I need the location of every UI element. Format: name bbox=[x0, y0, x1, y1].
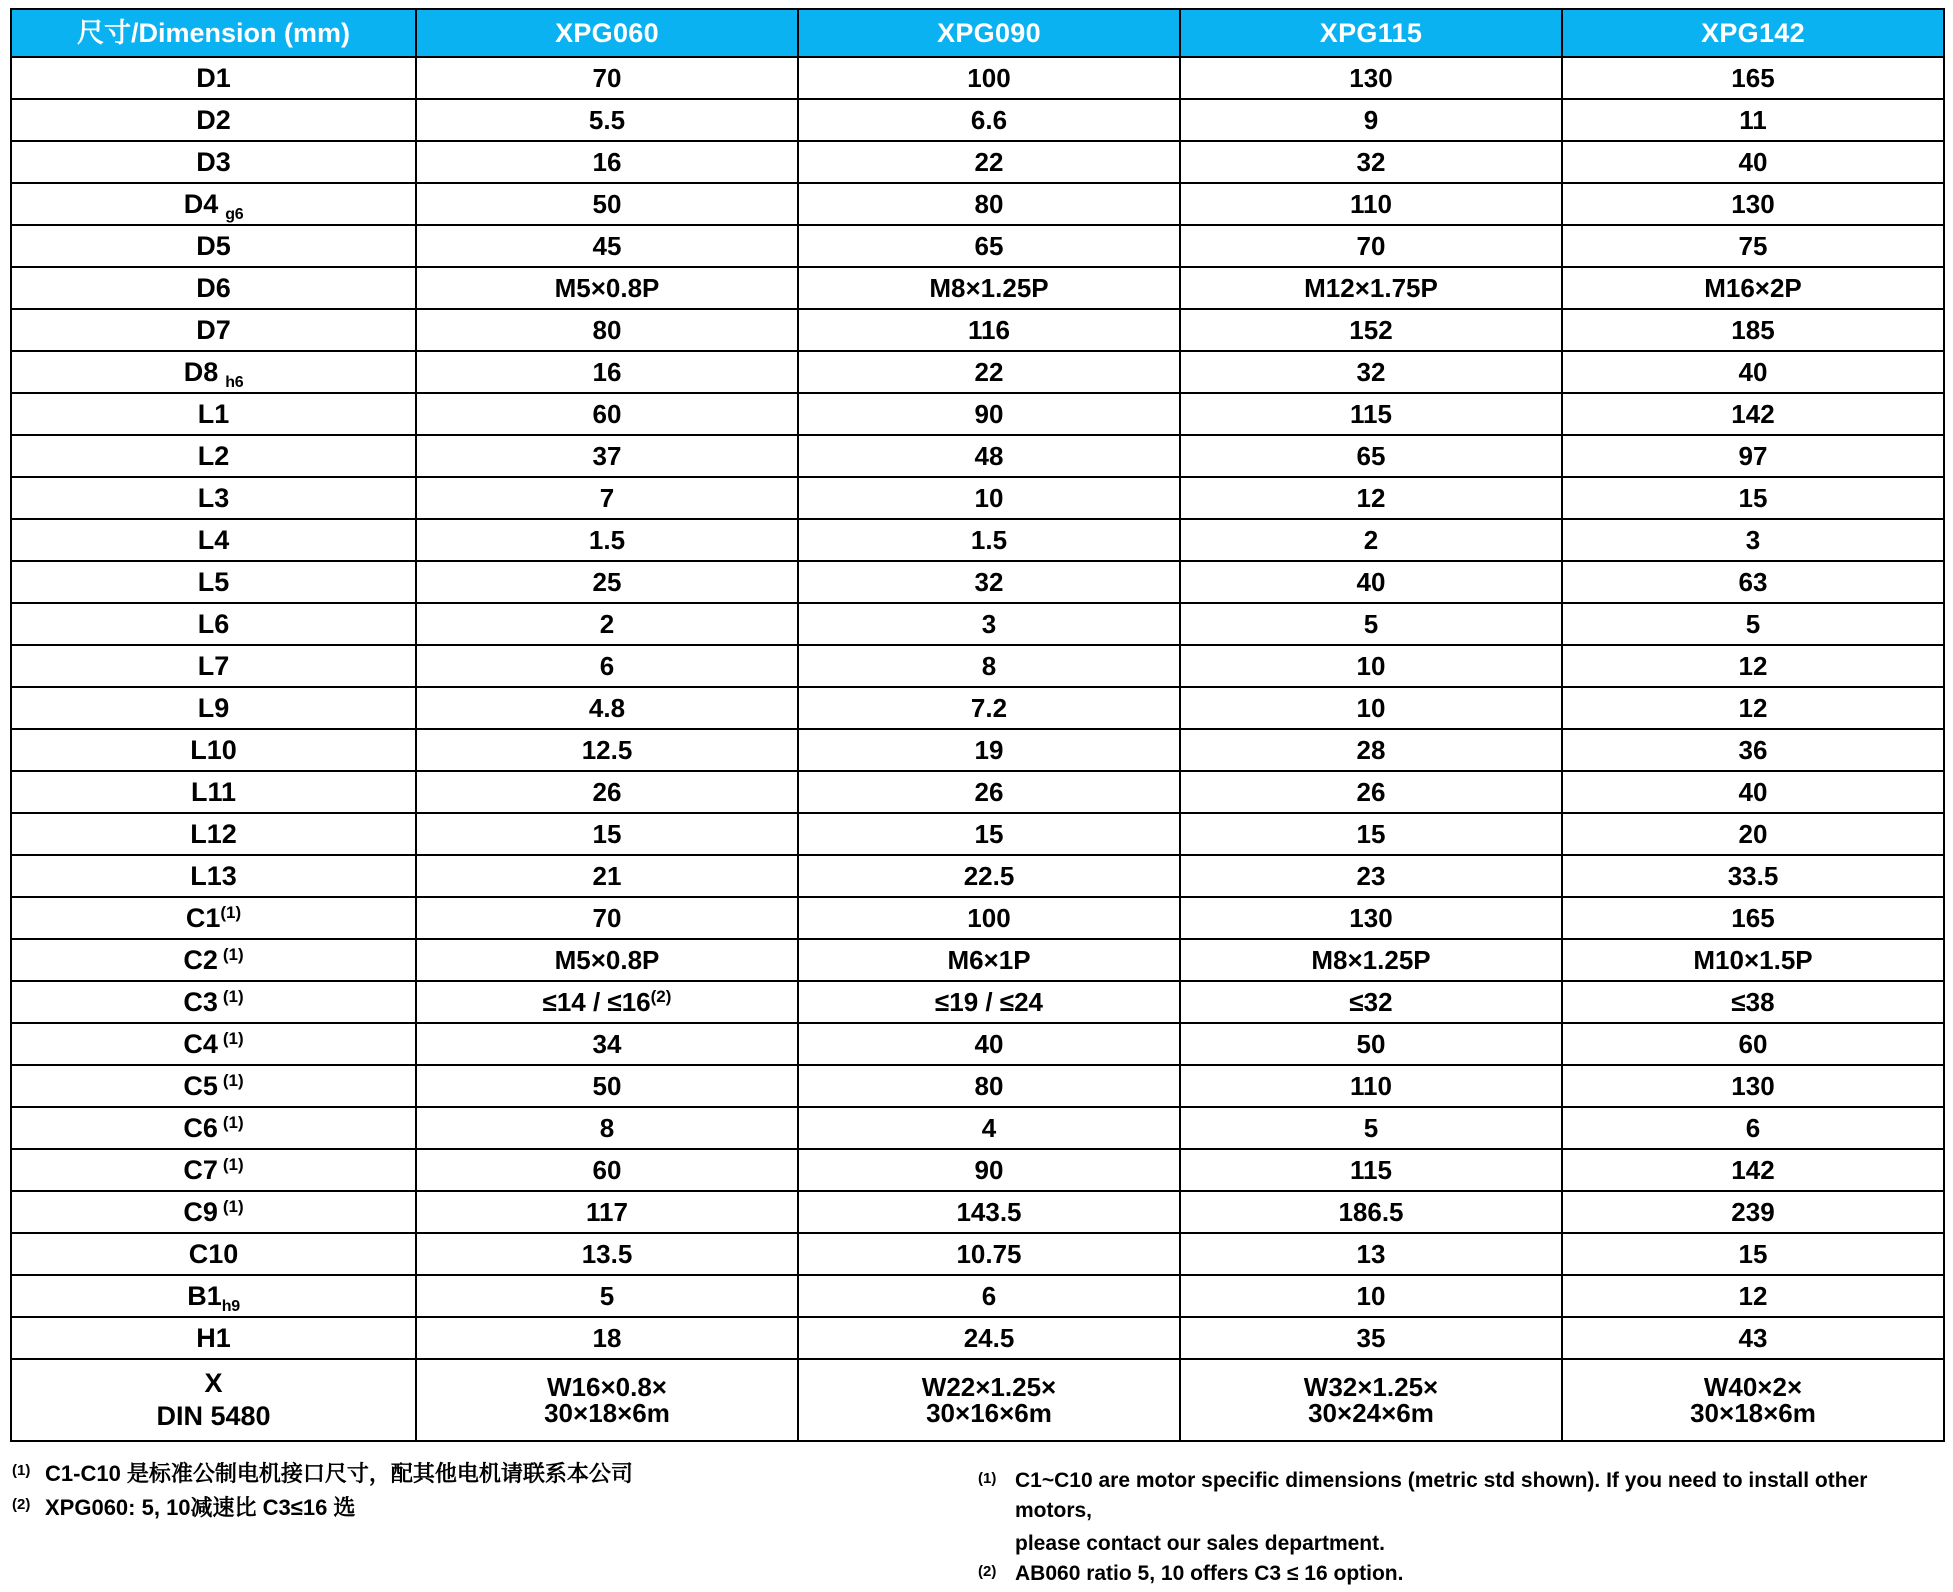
footnote-marker: (1) bbox=[220, 902, 242, 922]
table-row bbox=[11, 813, 1944, 855]
footnote-marker: (2) bbox=[12, 1495, 31, 1513]
cell-value: 50 bbox=[416, 183, 798, 225]
table-row bbox=[11, 57, 1944, 99]
spline-line-2: 30×16×6m bbox=[926, 1398, 1052, 1428]
cell-value: 80 bbox=[798, 1065, 1180, 1107]
footnotes-english bbox=[978, 1466, 1943, 1592]
row-label-d7: D7 bbox=[11, 309, 416, 351]
cell-value: 5 bbox=[1180, 603, 1562, 645]
cell-value: 6.6 bbox=[798, 99, 1180, 141]
row-label-d1: D1 bbox=[11, 57, 416, 99]
cell-value: 37 bbox=[416, 435, 798, 477]
table-row bbox=[11, 1065, 1944, 1107]
cell-value: 43 bbox=[1562, 1317, 1944, 1359]
table-row bbox=[11, 645, 1944, 687]
cell-value: 63 bbox=[1562, 561, 1944, 603]
row-label-l6: L6 bbox=[11, 603, 416, 645]
table-body bbox=[11, 57, 1944, 1441]
row-label-din5480: DIN 5480 bbox=[156, 1401, 271, 1431]
row-label-d8: D8 $_{h6}$ bbox=[11, 351, 416, 393]
cell-value: 26 bbox=[416, 771, 798, 813]
cell-value-spline bbox=[1180, 1359, 1562, 1441]
cell-value: 1.5 bbox=[798, 519, 1180, 561]
cell-value: 28 bbox=[1180, 729, 1562, 771]
cell-value: 40 bbox=[798, 1023, 1180, 1065]
cell-value: 143.5 bbox=[798, 1191, 1180, 1233]
cell-value: 70 bbox=[416, 57, 798, 99]
cell-value: ≤38 bbox=[1562, 981, 1944, 1023]
spline-line-1: W16×0.8× bbox=[547, 1372, 667, 1402]
table-row bbox=[11, 939, 1944, 981]
cell-value: ≤19 / ≤24 bbox=[798, 981, 1180, 1023]
cell-value: 7.2 bbox=[798, 687, 1180, 729]
row-label-c10: C10 bbox=[11, 1233, 416, 1275]
table-row bbox=[11, 1149, 1944, 1191]
header-column-xpg142: XPG142 bbox=[1562, 9, 1944, 57]
cell-value: ≤14 / ≤16$^{(2)}$ bbox=[416, 981, 798, 1023]
cell-value: M12×1.75P bbox=[1180, 267, 1562, 309]
cell-value: 100 bbox=[798, 57, 1180, 99]
cell-value: 13 bbox=[1180, 1233, 1562, 1275]
footnote-marker: (1) bbox=[978, 1470, 997, 1487]
cell-value: 15 bbox=[1180, 813, 1562, 855]
cell-value-spline bbox=[1562, 1359, 1944, 1441]
footnote-text: C1-C10 是标准公制电机接口尺寸，配其他电机请联系本公司 bbox=[45, 1461, 633, 1486]
cell-value: 142 bbox=[1562, 1149, 1944, 1191]
footnote-en-item bbox=[978, 1559, 1943, 1589]
cell-value: 130 bbox=[1180, 897, 1562, 939]
row-label-c2: C2 $^{(1)}$ bbox=[11, 939, 416, 981]
table-row bbox=[11, 855, 1944, 897]
table-row bbox=[11, 99, 1944, 141]
cell-value: 25 bbox=[416, 561, 798, 603]
cell-value: 16 bbox=[416, 351, 798, 393]
footnote-marker: (2) bbox=[978, 1563, 997, 1581]
cell-value: M8×1.25P bbox=[798, 267, 1180, 309]
header-dimension-label: 尺寸/Dimension (mm) bbox=[11, 9, 416, 57]
cell-value-spline bbox=[416, 1359, 798, 1441]
cell-value: 15 bbox=[798, 813, 1180, 855]
cell-value: 33.5 bbox=[1562, 855, 1944, 897]
spline-line-1: W40×2× bbox=[1703, 1372, 1803, 1402]
row-label-l11: L11 bbox=[11, 771, 416, 813]
cell-value: 24.5 bbox=[798, 1317, 1180, 1359]
cell-value: 1.5 bbox=[416, 519, 798, 561]
cell-value: 65 bbox=[1180, 435, 1562, 477]
cell-value: 100 bbox=[798, 897, 1180, 939]
cell-value: 239 bbox=[1562, 1191, 1944, 1233]
cell-value: 32 bbox=[1180, 351, 1562, 393]
row-label-l12: L12 bbox=[11, 813, 416, 855]
footnote-marker: (1) bbox=[222, 1154, 244, 1174]
cell-value: 40 bbox=[1180, 561, 1562, 603]
cell-value: 130 bbox=[1562, 183, 1944, 225]
cell-value: 50 bbox=[1180, 1023, 1562, 1065]
cell-value: 16 bbox=[416, 141, 798, 183]
row-label-d6: D6 bbox=[11, 267, 416, 309]
cell-value: 60 bbox=[1562, 1023, 1944, 1065]
cell-value: 12 bbox=[1562, 645, 1944, 687]
cell-value: M6×1P bbox=[798, 939, 1180, 981]
row-label-c5: C5 $^{(1)}$ bbox=[11, 1065, 416, 1107]
row-label-l13: L13 bbox=[11, 855, 416, 897]
row-label-d5: D5 bbox=[11, 225, 416, 267]
cell-value: 40 bbox=[1562, 771, 1944, 813]
row-label-l4: L4 bbox=[11, 519, 416, 561]
cell-value: 11 bbox=[1562, 99, 1944, 141]
table-row bbox=[11, 435, 1944, 477]
cell-value: M10×1.5P bbox=[1562, 939, 1944, 981]
cell-value: 186.5 bbox=[1180, 1191, 1562, 1233]
cell-value: 185 bbox=[1562, 309, 1944, 351]
cell-value: M8×1.25P bbox=[1180, 939, 1562, 981]
cell-value: 3 bbox=[1562, 519, 1944, 561]
table-row-spline bbox=[11, 1359, 1944, 1441]
cell-value: 26 bbox=[798, 771, 1180, 813]
cell-value: 8 bbox=[798, 645, 1180, 687]
table-row bbox=[11, 183, 1944, 225]
table-row bbox=[11, 1233, 1944, 1275]
footnotes bbox=[10, 1458, 1943, 1586]
cell-value: 40 bbox=[1562, 351, 1944, 393]
cell-value: 10 bbox=[1180, 687, 1562, 729]
cell-value: 2 bbox=[416, 603, 798, 645]
cell-value: 13.5 bbox=[416, 1233, 798, 1275]
cell-value: 60 bbox=[416, 393, 798, 435]
table-row bbox=[11, 897, 1944, 939]
cell-value: 12.5 bbox=[416, 729, 798, 771]
cell-value: 115 bbox=[1180, 1149, 1562, 1191]
row-label-c9: C9 $^{(1)}$ bbox=[11, 1191, 416, 1233]
table-row bbox=[11, 771, 1944, 813]
cell-value: 165 bbox=[1562, 57, 1944, 99]
cell-value: 10 bbox=[798, 477, 1180, 519]
cell-value: 60 bbox=[416, 1149, 798, 1191]
spline-line-1: W32×1.25× bbox=[1303, 1372, 1439, 1402]
footnote-marker: (1) bbox=[222, 944, 244, 964]
table-row bbox=[11, 1317, 1944, 1359]
row-label-c3: C3 $^{(1)}$ bbox=[11, 981, 416, 1023]
footnote-continuation: please contact our sales department. bbox=[1015, 1531, 1385, 1555]
cell-value: 130 bbox=[1180, 57, 1562, 99]
cell-value: 34 bbox=[416, 1023, 798, 1065]
table-row bbox=[11, 1107, 1944, 1149]
cell-value: 5.5 bbox=[416, 99, 798, 141]
tolerance-subscript: g6 bbox=[225, 205, 244, 223]
table-row bbox=[11, 393, 1944, 435]
cell-value: 6 bbox=[798, 1275, 1180, 1317]
row-label-c7: C7 $^{(1)}$ bbox=[11, 1149, 416, 1191]
cell-value: 12 bbox=[1562, 687, 1944, 729]
cell-value: M16×2P bbox=[1562, 267, 1944, 309]
header-column-xpg060: XPG060 bbox=[416, 9, 798, 57]
cell-value: 15 bbox=[416, 813, 798, 855]
cell-value: 22.5 bbox=[798, 855, 1180, 897]
row-label-l10: L10 bbox=[11, 729, 416, 771]
table-row bbox=[11, 687, 1944, 729]
table-row bbox=[11, 1023, 1944, 1065]
cell-value: 8 bbox=[416, 1107, 798, 1149]
cell-value: 5 bbox=[1180, 1107, 1562, 1149]
tolerance-subscript: h9 bbox=[221, 1297, 240, 1315]
row-label-d4: D4 $_{g6}$ bbox=[11, 183, 416, 225]
cell-value: 50 bbox=[416, 1065, 798, 1107]
cell-value: ≤32 bbox=[1180, 981, 1562, 1023]
table-row bbox=[11, 351, 1944, 393]
cell-value: 26 bbox=[1180, 771, 1562, 813]
cell-value: 97 bbox=[1562, 435, 1944, 477]
cell-value-spline bbox=[798, 1359, 1180, 1441]
table-row bbox=[11, 477, 1944, 519]
cell-value: 20 bbox=[1562, 813, 1944, 855]
cell-value: 18 bbox=[416, 1317, 798, 1359]
footnote-marker: (1) bbox=[222, 986, 244, 1006]
cell-value: 6 bbox=[416, 645, 798, 687]
table-row bbox=[11, 141, 1944, 183]
row-label-c6: C6 $^{(1)}$ bbox=[11, 1107, 416, 1149]
row-label-l1: L1 bbox=[11, 393, 416, 435]
cell-value: 32 bbox=[798, 561, 1180, 603]
cell-value: 117 bbox=[416, 1191, 798, 1233]
cell-value: 90 bbox=[798, 1149, 1180, 1191]
cell-value: 21 bbox=[416, 855, 798, 897]
table-row bbox=[11, 225, 1944, 267]
spline-line-1: W22×1.25× bbox=[921, 1372, 1057, 1402]
footnote-marker: (1) bbox=[222, 1196, 244, 1216]
row-label-x: X bbox=[204, 1368, 223, 1399]
footnote-marker: (2) bbox=[650, 987, 672, 1006]
row-label-h1: H1 bbox=[11, 1317, 416, 1359]
dimension-table bbox=[10, 8, 1945, 1442]
cell-value: 15 bbox=[1562, 1233, 1944, 1275]
row-label-b1: $B1_{h9}$ bbox=[11, 1275, 416, 1317]
cell-value: 23 bbox=[1180, 855, 1562, 897]
footnote-text: C1~C10 are motor specific dimensions (metric std shown). If you need to install other motors, bbox=[1015, 1469, 1868, 1523]
table-row bbox=[11, 729, 1944, 771]
table-row bbox=[11, 267, 1944, 309]
cell-value: 10 bbox=[1180, 1275, 1562, 1317]
cell-value: 2 bbox=[1180, 519, 1562, 561]
cell-value: 22 bbox=[798, 351, 1180, 393]
cell-value: 6 bbox=[1562, 1107, 1944, 1149]
row-label-d2: D2 bbox=[11, 99, 416, 141]
cell-value: 12 bbox=[1180, 477, 1562, 519]
cell-value: 90 bbox=[798, 393, 1180, 435]
cell-value: M5×0.8P bbox=[416, 939, 798, 981]
cell-value: 10 bbox=[1180, 645, 1562, 687]
table-row bbox=[11, 981, 1944, 1023]
header-column-xpg115: XPG115 bbox=[1180, 9, 1562, 57]
footnote-text: AB060 ratio 5, 10 offers C3 ≤ 16 option. bbox=[1015, 1562, 1404, 1586]
row-label-l2: L2 bbox=[11, 435, 416, 477]
cell-value: M5×0.8P bbox=[416, 267, 798, 309]
table-row bbox=[11, 1191, 1944, 1233]
footnote-marker: (1) bbox=[222, 1028, 244, 1048]
header-row bbox=[11, 9, 1944, 57]
footnotes-chinese bbox=[12, 1458, 942, 1526]
cell-value: 110 bbox=[1180, 183, 1562, 225]
footnote-text: XPG060: 5, 10减速比 C3≤16 选 bbox=[45, 1494, 356, 1520]
cell-value: 36 bbox=[1562, 729, 1944, 771]
cell-value: 65 bbox=[798, 225, 1180, 267]
cell-value: 3 bbox=[798, 603, 1180, 645]
spline-line-2: 30×18×6m bbox=[544, 1398, 670, 1428]
footnote-en-item bbox=[978, 1466, 1943, 1527]
cell-value: 10.75 bbox=[798, 1233, 1180, 1275]
footnote-cn-item bbox=[12, 1492, 942, 1524]
table-row bbox=[11, 561, 1944, 603]
cell-value: 4 bbox=[798, 1107, 1180, 1149]
cell-value: 45 bbox=[416, 225, 798, 267]
row-label-d3: D3 bbox=[11, 141, 416, 183]
cell-value: 15 bbox=[1562, 477, 1944, 519]
cell-value: 142 bbox=[1562, 393, 1944, 435]
cell-value: 70 bbox=[416, 897, 798, 939]
row-label-x-din5480 bbox=[11, 1359, 416, 1441]
row-label-l3: L3 bbox=[11, 477, 416, 519]
row-label-l9: L9 bbox=[11, 687, 416, 729]
cell-value: 9 bbox=[1180, 99, 1562, 141]
footnote-marker: (1) bbox=[222, 1112, 244, 1132]
row-label-l5: L5 bbox=[11, 561, 416, 603]
cell-value: 80 bbox=[416, 309, 798, 351]
cell-value: 152 bbox=[1180, 309, 1562, 351]
row-label-l7: L7 bbox=[11, 645, 416, 687]
cell-value: 75 bbox=[1562, 225, 1944, 267]
footnote-cn-item bbox=[12, 1458, 942, 1490]
table-row bbox=[11, 1275, 1944, 1317]
header-column-xpg090: XPG090 bbox=[798, 9, 1180, 57]
cell-value: 35 bbox=[1180, 1317, 1562, 1359]
cell-value: 48 bbox=[798, 435, 1180, 477]
cell-value: 5 bbox=[1562, 603, 1944, 645]
cell-value: 12 bbox=[1562, 1275, 1944, 1317]
cell-value: 116 bbox=[798, 309, 1180, 351]
cell-value: 7 bbox=[416, 477, 798, 519]
spline-line-2: 30×24×6m bbox=[1308, 1398, 1434, 1428]
table-row bbox=[11, 309, 1944, 351]
table-row bbox=[11, 603, 1944, 645]
cell-value: 22 bbox=[798, 141, 1180, 183]
footnote-marker: (1) bbox=[12, 1462, 31, 1479]
spline-line-2: 30×18×6m bbox=[1690, 1398, 1816, 1428]
cell-value: 32 bbox=[1180, 141, 1562, 183]
row-label-c4: C4 $^{(1)}$ bbox=[11, 1023, 416, 1065]
cell-value: 5 bbox=[416, 1275, 798, 1317]
cell-value: 40 bbox=[1562, 141, 1944, 183]
row-label-c1: C1$^{(1)}$ bbox=[11, 897, 416, 939]
cell-value: 19 bbox=[798, 729, 1180, 771]
cell-value: 110 bbox=[1180, 1065, 1562, 1107]
cell-value: 70 bbox=[1180, 225, 1562, 267]
footnote-marker: (1) bbox=[222, 1070, 244, 1090]
cell-value: 115 bbox=[1180, 393, 1562, 435]
tolerance-subscript: h6 bbox=[225, 373, 244, 391]
cell-value: 165 bbox=[1562, 897, 1944, 939]
cell-value: 4.8 bbox=[416, 687, 798, 729]
table-header bbox=[11, 9, 1944, 57]
table-row bbox=[11, 519, 1944, 561]
cell-value: 80 bbox=[798, 183, 1180, 225]
cell-value: 130 bbox=[1562, 1065, 1944, 1107]
